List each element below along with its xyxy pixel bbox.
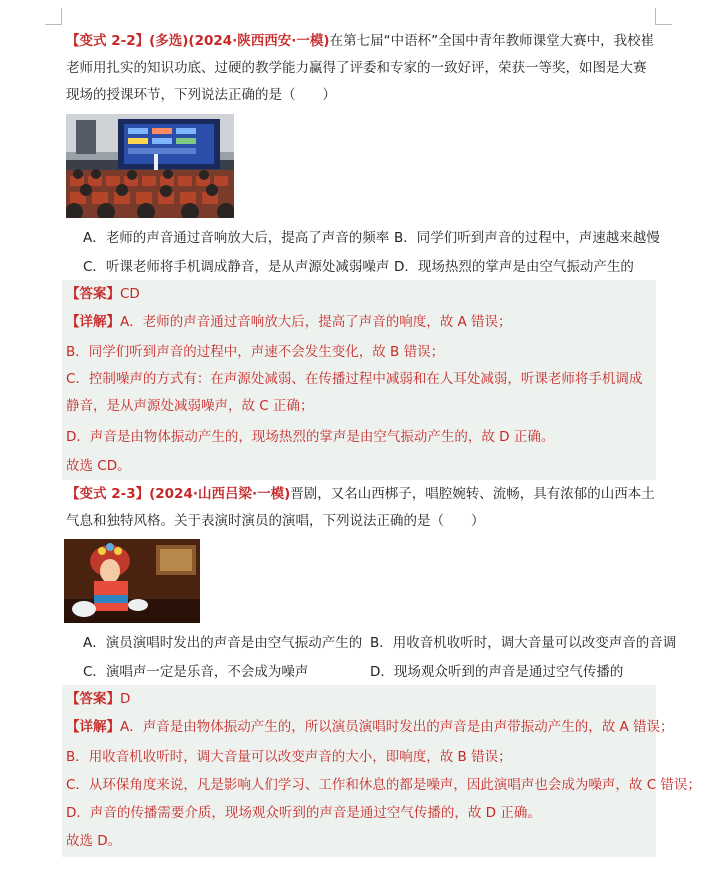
page-corner-mark-right [655, 8, 672, 25]
detail-conclusion: 故选 D。 [66, 833, 122, 849]
detail-line-d: D．声音是由物体振动产生的，现场热烈的掌声是由空气振动产生的，故 D 正确。 [66, 429, 555, 445]
question-tag: 【变式 2-3】(2024·山西吕梁·一模) [66, 486, 291, 502]
answer-panel-2 [62, 685, 701, 857]
question-2-2-stem [66, 28, 656, 109]
answer-panel-1 [62, 280, 656, 480]
detail-line-c: C．从环保角度来说，凡是影响人们学习、工作和休息的都是噪声，因此演唱声也会成为噪声，故 C 错误； [66, 777, 701, 793]
detail-line-a [66, 312, 512, 332]
answer-label: 【答案】 [66, 691, 120, 707]
question-tag: 【变式 2-2】(多选)(2024·陕西西安·一模) [66, 33, 330, 49]
page-corner-mark-left [45, 8, 62, 25]
detail-text-a: A．声音是由物体振动产生的，所以演员演唱时发出的声音是由声带振动产生的，故 A 错误； [120, 719, 674, 735]
option-a: A．演员演唱时发出的声音是由空气振动产生的 [83, 635, 363, 651]
answer-line [66, 284, 140, 304]
option-c: C．演唱声一定是乐音，不会成为噪声 [83, 664, 309, 680]
jin-opera-performer-photo [64, 539, 200, 623]
detail-label: 【详解】 [66, 719, 120, 735]
option-b: B．同学们听到声音的过程中，声速越来越慢 [394, 230, 660, 246]
classroom-lecture-photo [66, 114, 234, 218]
option-d: D．现场热烈的掌声是由空气振动产生的 [394, 259, 634, 275]
option-d: D．现场观众听到的声音是通过空气传播的 [370, 664, 624, 680]
answer-label: 【答案】 [66, 286, 120, 302]
question-text: 晋剧，又名山西梆子，唱腔婉转、流畅，具有浓郁的山西本土气息和独特风格。关于表演时演员的演唱，下列说法正确的是（ ） [66, 486, 655, 529]
detail-text-a: A．老师的声音通过音响放大后，提高了声音的响度，故 A 错误； [120, 314, 512, 330]
option-a: A．老师的声音通过音响放大后，提高了声音的频率 [83, 230, 390, 246]
answer-value: CD [120, 286, 140, 302]
detail-line-b: B．用收音机收听时，调大音量可以改变声音的大小，即响度，故 B 错误； [66, 749, 512, 765]
detail-label: 【详解】 [66, 314, 120, 330]
detail-line-a [66, 717, 674, 737]
question-text: 在第七届“中语杯”全国中青年教师课堂大赛中，我校崔老师用扎实的知识功底、过硬的教学能力赢得了评委和专家的一致好评，荣获一等奖，如图是大赛现场的授课环节，下列说法正确的是（ ） [66, 33, 655, 103]
option-b: B．用收音机收听时，调大音量可以改变声音的音调 [370, 635, 677, 651]
detail-line-d: D．声音的传播需要介质，现场观众听到的声音是通过空气传播的，故 D 正确。 [66, 805, 541, 821]
option-c: C．听课老师将手机调成静音，是从声源处减弱噪声 [83, 259, 390, 275]
detail-line-c: C．控制噪声的方式有：在声源处减弱、在传播过程中减弱和在人耳处减弱，听课老师将手机调成静音，是从声源处减弱噪声，故 C 正确； [66, 371, 643, 414]
answer-value: D [120, 691, 131, 707]
question-2-3-stem [66, 481, 656, 535]
detail-line-b: B．同学们听到声音的过程中，声速不会发生变化，故 B 错误； [66, 344, 445, 360]
detail-conclusion: 故选 CD。 [66, 458, 131, 474]
answer-line [66, 689, 130, 709]
